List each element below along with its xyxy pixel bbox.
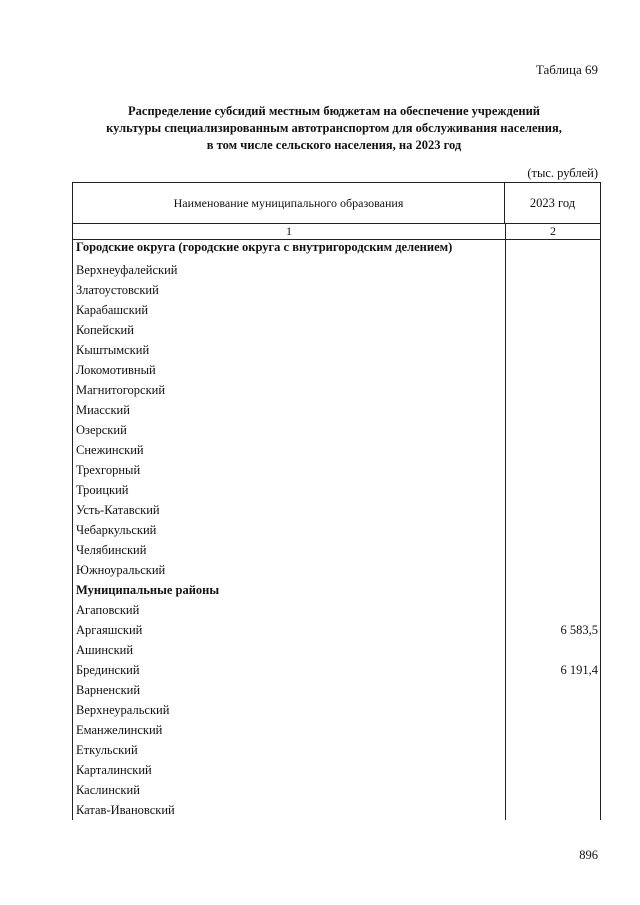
amount-cell xyxy=(503,560,600,580)
title-line-1: Распределение субсидий местным бюджетам на обеспечение учреждений xyxy=(128,104,540,118)
amount-cell xyxy=(503,380,600,400)
table-row xyxy=(73,300,600,320)
table-row xyxy=(73,620,600,640)
section-name-cell: Городские округа (городские округа с внутригородским делением) xyxy=(76,240,453,254)
amount-cell xyxy=(503,320,600,340)
amount-cell xyxy=(503,420,600,440)
municipality-name-cell: Челябинский xyxy=(76,543,147,557)
amount-cell xyxy=(503,480,600,500)
municipality-name-cell: Брединский xyxy=(76,663,140,677)
amount-cell xyxy=(503,540,600,560)
amount-cell xyxy=(503,780,600,800)
municipality-name-cell: Трехгорный xyxy=(76,463,141,477)
table-row xyxy=(73,560,600,580)
municipality-name-cell: Усть-Катавский xyxy=(76,503,160,517)
amount-cell xyxy=(503,260,600,280)
table-row xyxy=(73,320,600,340)
table-row xyxy=(73,700,600,720)
table-body xyxy=(73,240,600,820)
amount-cell xyxy=(503,700,600,720)
amount-cell xyxy=(503,640,600,660)
table-row xyxy=(73,660,600,680)
table-row xyxy=(73,540,600,560)
column-number-2: 2 xyxy=(550,224,556,238)
municipality-name-cell: Верхнеуральский xyxy=(76,703,170,717)
section-name-cell: Муниципальные районы xyxy=(76,583,220,597)
municipality-name-cell: Варненский xyxy=(76,683,141,697)
table-row xyxy=(73,260,600,280)
municipality-name-cell: Златоустовский xyxy=(76,283,159,297)
table-row xyxy=(73,600,600,620)
title-line-2: культуры специализированным автотранспортом для обслуживания населения, xyxy=(106,121,562,135)
amount-cell xyxy=(503,680,600,700)
table-header-row xyxy=(73,182,600,224)
amount-cell xyxy=(503,800,600,820)
table-row xyxy=(73,640,600,660)
table-section-row xyxy=(73,580,600,600)
amount-cell xyxy=(503,280,600,300)
amount-cell xyxy=(503,360,600,380)
table-row xyxy=(73,520,600,540)
column-header-municipality: Наименование муниципального образования xyxy=(73,183,505,223)
table-row xyxy=(73,720,600,740)
amount-cell xyxy=(503,340,600,360)
municipality-name-cell: Магнитогорский xyxy=(76,383,166,397)
table-row xyxy=(73,380,600,400)
amount-cell xyxy=(503,300,600,320)
column-number-1: 1 xyxy=(73,224,506,239)
amount-cell xyxy=(503,500,600,520)
column-header-year: 2023 год xyxy=(529,195,576,210)
municipality-name-cell: Локомотивный xyxy=(76,363,156,377)
subsidy-table xyxy=(72,182,601,820)
municipality-name-cell: Аргаяшский xyxy=(76,623,143,637)
document-title xyxy=(60,103,608,154)
table-row xyxy=(73,440,600,460)
municipality-name-cell: Троицкий xyxy=(76,483,129,497)
amount-cell xyxy=(503,520,600,540)
municipality-name-cell: Чебаркульский xyxy=(76,523,157,537)
table-row xyxy=(73,500,600,520)
municipality-name-cell: Снежинский xyxy=(76,443,144,457)
municipality-name-cell: Верхнеуфалейский xyxy=(76,263,178,277)
amount-cell xyxy=(503,460,600,480)
amount-cell xyxy=(503,400,600,420)
municipality-name-cell: Еманжелинский xyxy=(76,723,163,737)
table-row xyxy=(73,460,600,480)
municipality-name-cell: Каслинский xyxy=(76,783,140,797)
amount-cell: 6 583,5 xyxy=(560,623,598,637)
table-row xyxy=(73,340,600,360)
table-row xyxy=(73,680,600,700)
municipality-name-cell: Ашинский xyxy=(76,643,134,657)
municipality-name-cell: Копейский xyxy=(76,323,134,337)
table-row xyxy=(73,780,600,800)
table-row xyxy=(73,480,600,500)
amount-cell xyxy=(503,600,600,620)
table-row xyxy=(73,800,600,820)
municipality-name-cell: Озерский xyxy=(76,423,127,437)
table-row xyxy=(73,420,600,440)
table-row xyxy=(73,280,600,300)
municipality-name-cell: Кыштымский xyxy=(76,343,150,357)
amount-cell xyxy=(503,760,600,780)
amount-cell xyxy=(503,740,600,760)
table-section-row xyxy=(73,240,600,260)
amount-cell xyxy=(503,440,600,460)
table-row xyxy=(73,360,600,380)
municipality-name-cell: Карталинский xyxy=(76,763,152,777)
amount-cell: 6 191,4 xyxy=(560,663,598,677)
column-number-row xyxy=(73,224,600,240)
amount-cell xyxy=(503,720,600,740)
municipality-name-cell: Еткульский xyxy=(76,743,138,757)
amount-cell xyxy=(503,240,600,260)
municipality-name-cell: Южноуральский xyxy=(76,563,166,577)
title-line-3: в том числе сельского населения, на 2023 год xyxy=(206,138,462,152)
units-label: (тыс. рублей) xyxy=(527,166,598,180)
table-label: Таблица 69 xyxy=(535,62,598,77)
municipality-name-cell: Катав-Ивановский xyxy=(76,803,175,817)
page-number: 896 xyxy=(579,848,598,862)
municipality-name-cell: Карабашский xyxy=(76,303,149,317)
municipality-name-cell: Миасский xyxy=(76,403,130,417)
table-row xyxy=(73,400,600,420)
table-row xyxy=(73,760,600,780)
amount-cell xyxy=(503,580,600,600)
table-row xyxy=(73,740,600,760)
municipality-name-cell: Агаповский xyxy=(76,603,140,617)
